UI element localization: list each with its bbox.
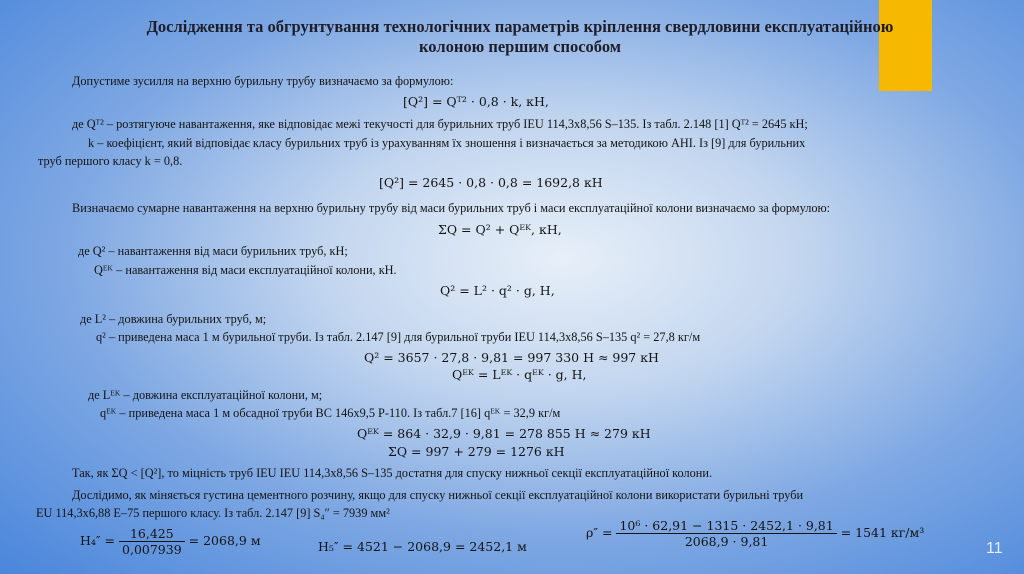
text-line-16: де Lᴱᴷ – довжина експлуатаційної колони, м; (88, 388, 323, 402)
formula-rho-numerator: 10⁶ · 62,91 − 1315 · 2452,1 · 9,81 (616, 518, 836, 534)
formula-h4-numerator: 16,425 (119, 526, 185, 542)
formula-h5: H₅″ = 4521 − 2068,9 = 2452,1 м (318, 539, 527, 554)
formula-h4 (80, 526, 261, 557)
formula-h4-denominator: 0,007939 (122, 542, 182, 557)
text-line-10: Qᴱᴷ – навантаження від маси експлуатаційної колони, кН. (94, 263, 397, 277)
page-number: 11 (986, 540, 1003, 557)
text-line-21: Дослідимо, як міняється густина цементного розчину, якщо для спуску нижньої секції експлуатаційної колони використати бурильні труби (72, 488, 804, 502)
formula-allowable-force: [Q²] = Qᵀ² · 0,8 · k, кН, (403, 94, 549, 109)
formula-rho-rhs: = 1541 кг/м³ (840, 525, 925, 540)
formula-h4-fraction (119, 526, 185, 557)
formula-rho-lhs: ρ″ = (586, 525, 613, 540)
formula-total-load: ΣQ = Q² + Qᴱᴷ, кН, (438, 222, 562, 237)
text-line-1: Допустиме зусилля на верхню бурильну трубу визначаємо за формулою: (72, 74, 454, 88)
slide-title-text: Дослідження та обгрунтування технологічних параметрів кріплення свердловини експлуатаційною колоною першим способом (146, 17, 894, 56)
formula-rho (586, 518, 924, 549)
formula-drill-pipe-load: Q² = L² · q² · g, Н, (440, 283, 555, 298)
formula-drill-pipe-load-value: Q² = 3657 · 27,8 · 9,81 = 997 330 Н ≈ 997 кН (364, 350, 659, 365)
text-line-13: q² – приведена маса 1 м бурильної труби. Із табл. 2.147 [9] для бурильної труби IEU 114,3х8,56 S–135 q² = 27,8 кг/м (96, 330, 701, 344)
formula-allowable-force-value: [Q²] = 2645 · 0,8 · 0,8 = 1692,8 кН (379, 175, 603, 190)
text-line-12: де L² – довжина бурильних труб, м; (80, 312, 267, 326)
formula-rho-denominator: 2068,9 · 9,81 (684, 534, 769, 549)
slide-title (120, 17, 920, 57)
formula-total-load-value: ΣQ = 997 + 279 = 1276 кН (388, 444, 565, 459)
formula-casing-load: Qᴱᴷ = Lᴱᴷ · qᴱᴷ · g, Н, (452, 367, 587, 382)
text-line-7: Визначаємо сумарне навантаження на верхню бурильну трубу від маси бурильних труб і маси експлуатаційної колони визначаємо за формулою: (72, 201, 831, 215)
text-line-17: qᴱᴷ – приведена маса 1 м обсадної труби ВС 146х9,5 Р-110. Із табл.7 [16] qᴱᴷ = 32,9 кг/м (100, 406, 561, 420)
text-line-5: труб першого класу k = 0,8. (38, 154, 183, 168)
formula-casing-load-value: Qᴱᴷ = 864 · 32,9 · 9,81 = 278 855 Н ≈ 279 кН (357, 426, 651, 441)
text-line-4: k – коефіцієнт, який відповідає класу бурильних труб із урахуванням їх зношення і визначається за методикою АНІ. Із [9] для бурильних (88, 136, 806, 150)
text-line-20: Так, як ΣQ < [Q²], то міцність труб IEU IEU 114,3х8,56 S–135 достатня для спуску нижньої секції експлуатаційної колони. (72, 466, 713, 480)
formula-h4-rhs: = 2068,9 м (188, 533, 261, 548)
text-line-22: EU 114,3х6,88 Е–75 першого класу. Із табл. 2.147 [9] S₄″ = 7939 мм² (36, 506, 390, 520)
text-line-9: де Q² – навантаження від маси бурильних труб, кН; (78, 244, 348, 258)
formula-h4-lhs: H₄″ = (80, 533, 116, 548)
formula-rho-fraction (616, 518, 836, 549)
text-line-3: де Qᵀ² – розтягуюче навантаження, яке відповідає межі текучості для бурильних труб IEU 114,3х8,56 S–135. Із табл. 2.148 [1] Qᵀ² = 2645 кН; (72, 117, 808, 131)
